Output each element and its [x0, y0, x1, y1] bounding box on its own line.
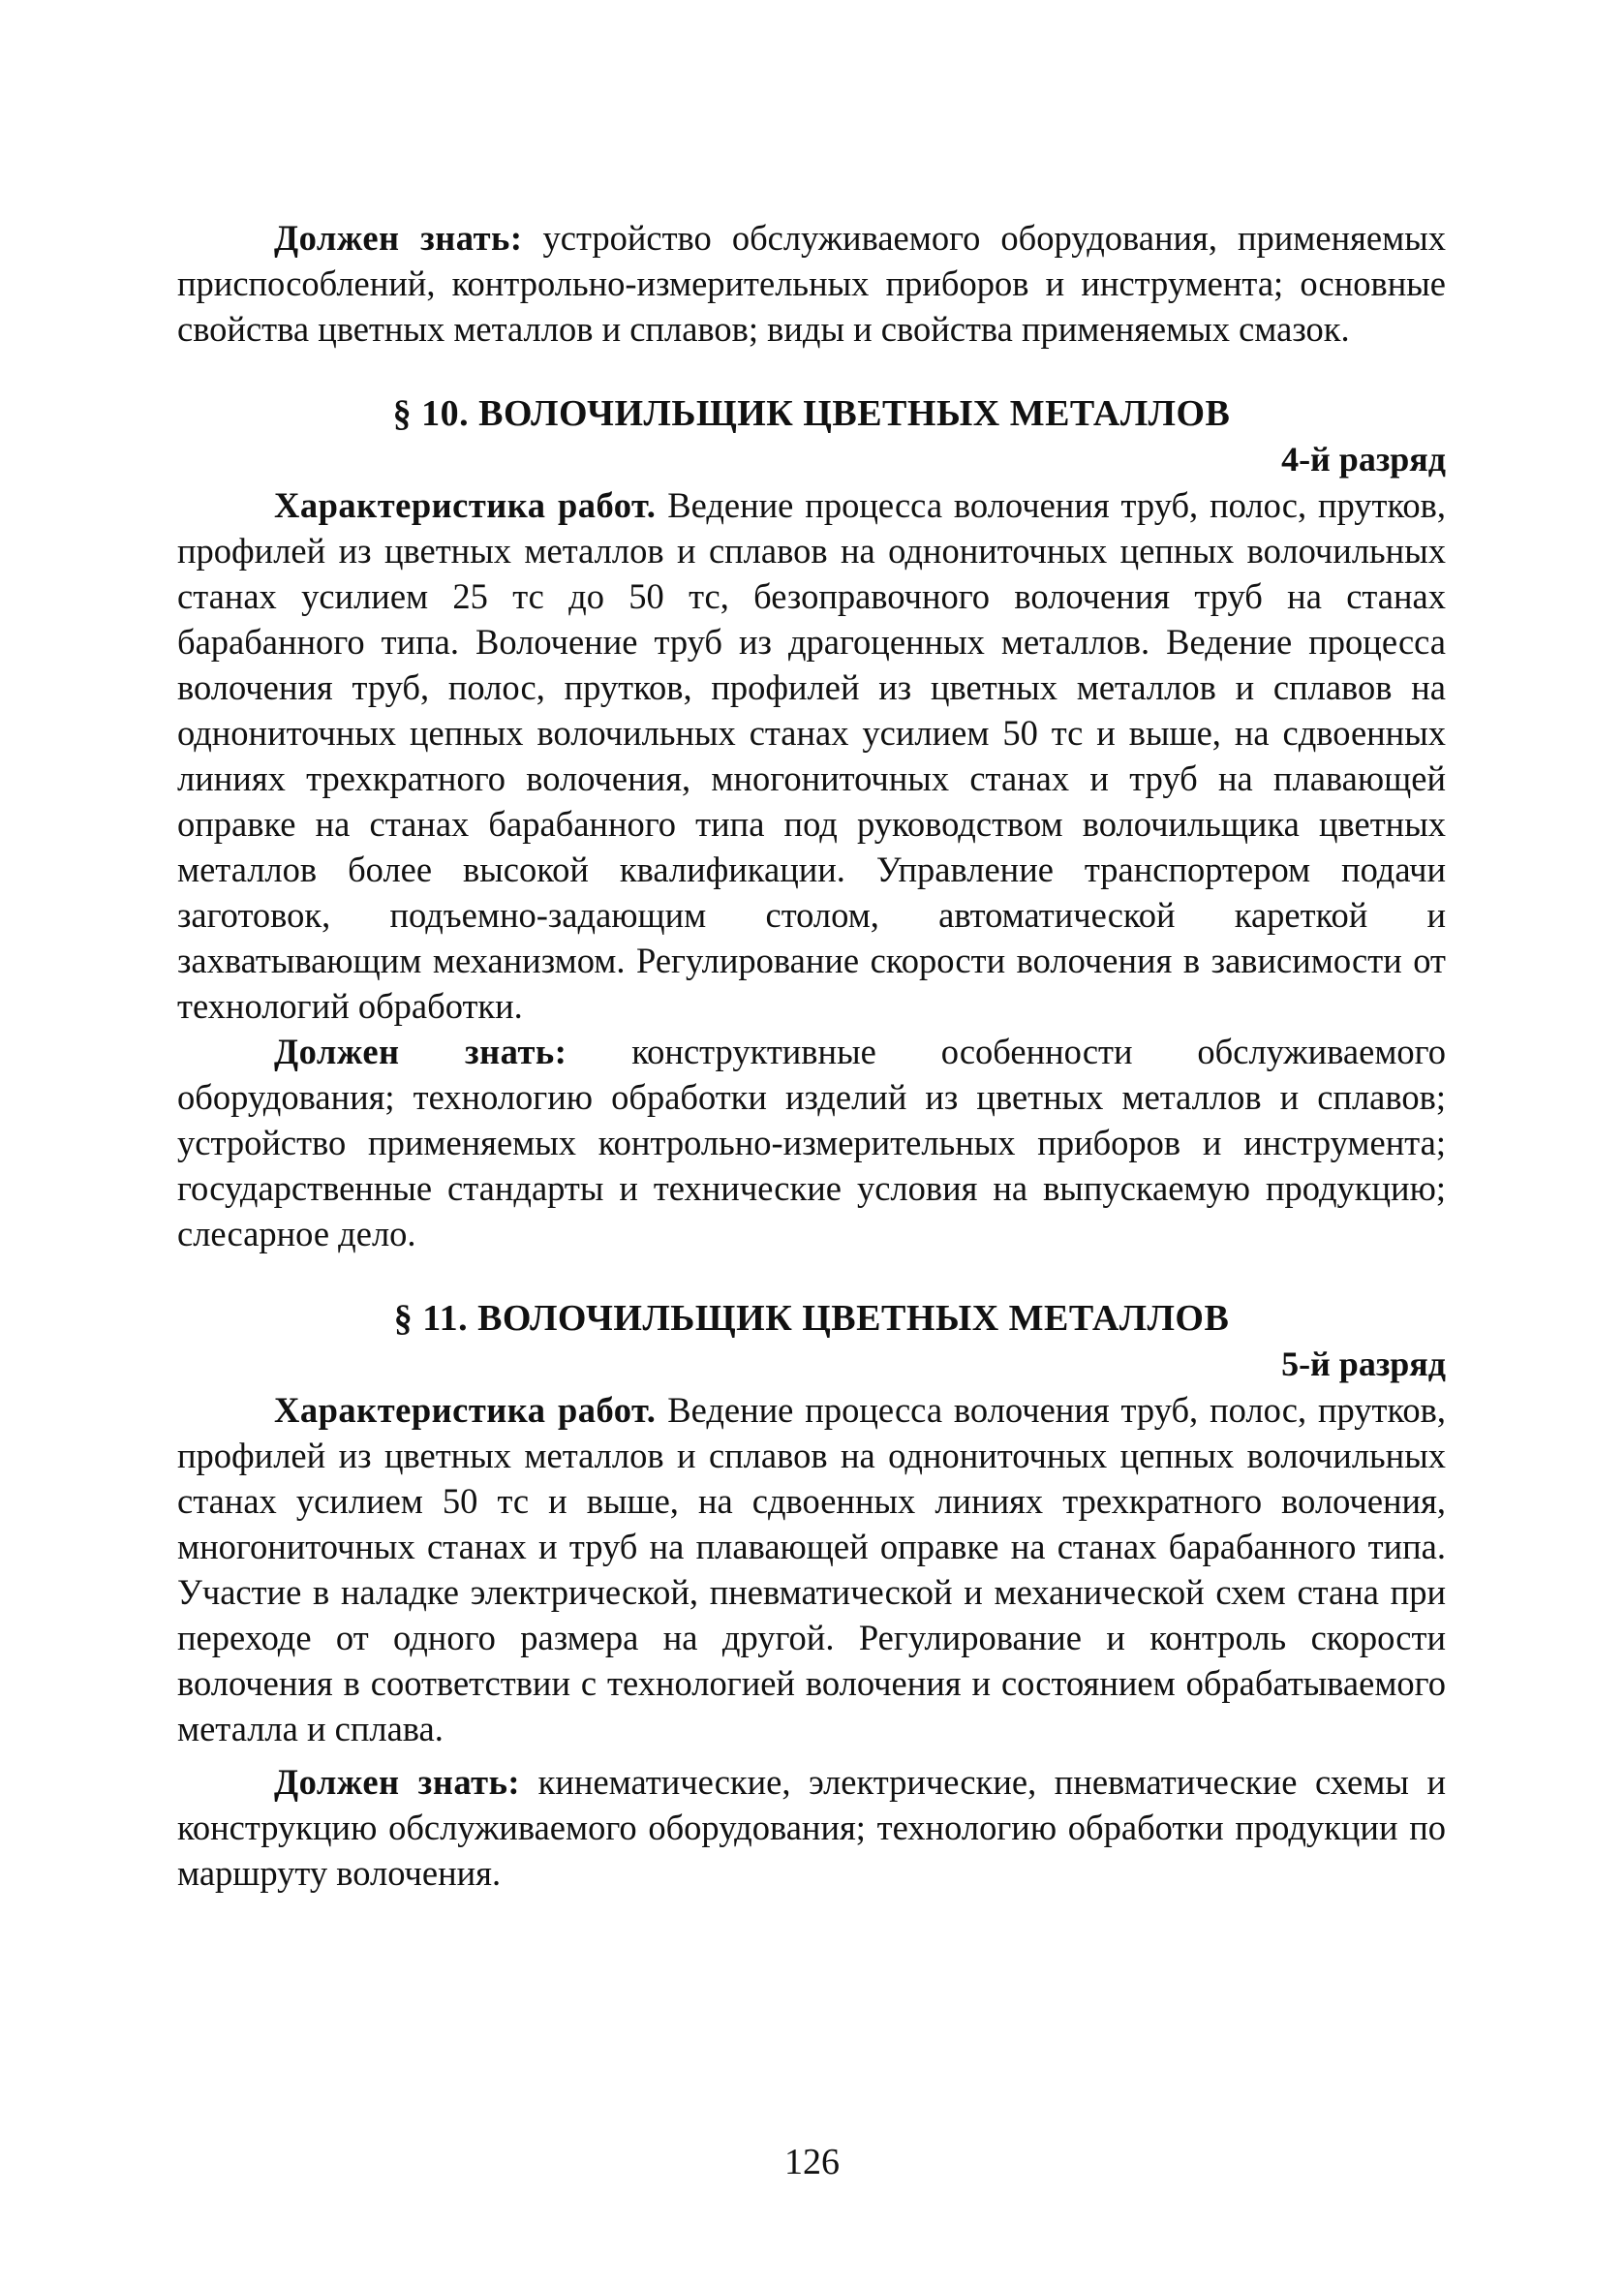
section-10-characteristic-lead: Характеристика работ.	[274, 485, 657, 525]
intro-paragraph	[177, 215, 1446, 352]
section-10-title: § 10. ВОЛОЧИЛЬЩИК ЦВЕТНЫХ МЕТАЛЛОВ	[392, 393, 1231, 434]
section-11-knowledge-text: кинематические, электрические, пневматические схемы и конструкцию обслуживаемого оборудования; технологию обработки продукции по маршруту волочения.	[177, 1762, 1446, 1893]
section-11-knowledge	[177, 1759, 1446, 1896]
section-10-characteristic-text: Ведение процесса волочения труб, полос, прутков, профилей из цветных металлов и сплавов на однониточных цепных волочильных станах усилием 25 тс до 50 тс, безоправочного волочения труб на станах барабанного типа. Волочение труб из драгоценных металлов. Ведение процесса волочения труб, полос, прутков, профилей из цветных металлов и сплавов на однониточных цепных волочильных станах усилием 50 тс и выше, на сдвоенных линиях трехкратного волочения, многониточных станах и труб на плавающей оправке на станах барабанного типа под руководством волочильщика цветных металлов более высокой квалификации. Управление транспортером подачи заготовок, подъемно-задающим столом, автоматической кареткой и захватывающим механизмом. Регулирование скорости волочения в зависимости от технологий обработки.	[177, 485, 1446, 1026]
section-10-grade: 4-й разряд	[1281, 440, 1446, 479]
document-page	[177, 215, 1446, 1896]
intro-lead: Должен знать:	[274, 218, 523, 258]
section-11-characteristic-text: Ведение процесса волочения труб, полос, прутков, профилей из цветных металлов и сплавов на однониточных цепных волочильных станах усилием 50 тс и выше, на сдвоенных линиях трехкратного волочения, многониточных станах и труб на плавающей оправке на станах барабанного типа. Участие в наладке электрической, пневматической и механической схем стана при переходе от одного размера на другой. Регулирование и контроль скорости волочения в соответствии с технологией волочения и состоянием обрабатываемого металла и сплава.	[177, 1390, 1446, 1748]
section-11-title: § 11. ВОЛОЧИЛЬЩИК ЦВЕТНЫХ МЕТАЛЛОВ	[393, 1298, 1230, 1339]
section-11-characteristic	[177, 1387, 1446, 1751]
section-10-knowledge-text: конструктивные особенности обслуживаемого оборудования; технологию обработки изделий из цветных металлов и сплавов; устройство применяемых контрольно-измерительных приборов и инструмента; государственные стандарты и технические условия на выпускаемую продукцию; слесарное дело.	[177, 1032, 1446, 1253]
section-10-knowledge-lead: Должен знать:	[274, 1032, 567, 1071]
section-11-grade: 5-й разряд	[1281, 1345, 1446, 1383]
paragraph-gap	[177, 1751, 1446, 1759]
section-11-characteristic-lead: Характеристика работ.	[274, 1390, 657, 1430]
intro-text: устройство обслуживаемого оборудования, применяемых приспособлений, контрольно-измерительных приборов и инструмента; основные свойства цветных металлов и сплавов; виды и свойства применяемых смазок.	[177, 218, 1447, 349]
section-10-knowledge	[177, 1029, 1446, 1256]
section-11-knowledge-lead: Должен знать:	[274, 1762, 521, 1802]
section-10-characteristic	[177, 482, 1446, 1029]
page-number: 126	[784, 2142, 840, 2182]
